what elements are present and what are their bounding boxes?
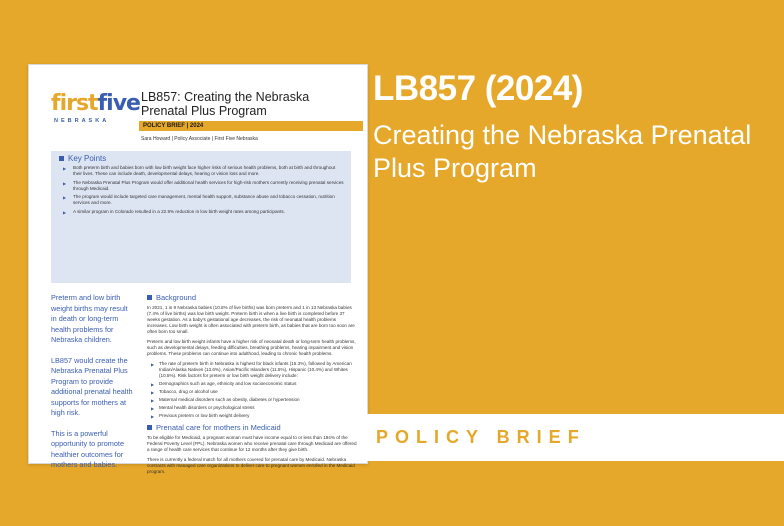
document-title: LB857: Creating the Nebraska Prenatal Plus Program [141,90,310,118]
policy-brief-thumbnail [28,64,368,474]
bullet-triangle-icon: ▶ [63,180,67,186]
author-line: Sara Howard | Policy Associate | First Five Nebraska [141,136,258,142]
list-item: ▶ Previous preterm or low birth weight delivery [151,413,250,419]
bullet-triangle-icon: ▶ [63,209,67,215]
key-points-box [51,151,351,283]
key-points-heading: Key Points [59,154,106,163]
bullet-triangle-icon: ▶ [151,398,155,403]
bullet-triangle-icon: ▶ [151,390,155,395]
list-item: ▶ The Nebraska Prenatal Plus Program would offer additional health services for high-risk mothers currently receiving prenatal services through Medicaid. [63,179,344,191]
sidebar-callout: Preterm and low birth weight births may result in death or long-term health problems for Nebraska children. [51,293,128,344]
list-item: ▶ The program would include targeted care management, mental health support, substance abuse and tobacco cessation, nutrition services and more. [63,194,335,205]
sidebar-callout: LB857 would create the Nebraska Prenatal Plus Program to provide additional prenatal health supports for mothers at high risk. [51,355,133,417]
section-square-icon [59,156,64,161]
paragraph: There is currently a federal match for all mothers covered for prenatal care by Medicaid. Nebraska contracts with managed care organizations to deliver care to pregnant women enrolled in the Medicaid program. [147,457,355,474]
risk-factor-list [147,361,357,419]
bullet-triangle-icon: ▶ [151,414,155,419]
list-item: ▶ Tobacco, drug or alcohol use [151,389,218,395]
list-item: ▶ Demographics such as age, ethnicity and low socioeconomic status [151,381,297,387]
bullet-triangle-icon: ▶ [151,362,155,367]
bullet-triangle-icon: ▶ [63,166,67,171]
background-heading: Background [147,293,357,302]
list-item: ▶ Maternal medical disorders such as obesity, diabetes or hypertension [151,397,300,403]
section-square-icon [147,295,152,300]
policy-brief-label: POLICY BRIEF | 2024 [139,121,363,131]
cover-headline: LB857 (2024) [373,69,583,108]
bullet-triangle-icon: ▶ [151,406,155,411]
list-item: ▶ The rate of preterm birth in Nebraska is highest for black infants (15.3%), followed by American Indian/Alaska Natives (13.6%), Asian/Pacific Islanders (11.5%), Hispanic (10.4%) and Whites (10.5%). Risk factors for preterm or low birth weight delivery include: [151,361,352,378]
paragraph: In 2021, 1 in 9 Nebraska babies (10.8% of live births) was born preterm and 1 in 13 Nebraska babies (7.4% of live births) was low birth weight. Preterm birth is when a live birth is completed before 37 weeks gestation. As a baby's gestational age decreases, the risk of neonatal health problems increases. Low birth weight is often associated with preterm birth, as babies that are born too soon are often born too small. [147,305,355,334]
paragraph: Preterm and low birth weight infants have a higher risk of neonatal death or long-term health problems, such as developmental delays, feeding difficulties, breathing problems, hearing impairment and vision problems. These problems can continue into adulthood, leading to chronic health problems. [147,339,356,356]
bullet-triangle-icon: ▶ [151,382,155,387]
first-five-nebraska-logo: firstfive NEBRASKA [51,91,140,124]
list-item: ▶ A similar program in Colorado resulted in a 22.9% reduction in low birth weight rates among participants. [63,208,285,215]
sidebar-callout: This is a powerful opportunity to promote healthier outcomes for mothers and babies. [51,428,125,469]
policy-brief-banner: POLICY BRIEF [364,414,784,461]
bullet-triangle-icon: ▶ [63,195,67,200]
cover-subheadline: Creating the Nebraska Prenatal Plus Program [373,120,752,183]
medicaid-heading: Prenatal care for mothers in Medicaid [147,423,357,432]
list-item: ▶ Mental health disorders or psychological stress [151,405,255,411]
sidebar-callouts [51,293,133,481]
body-column [147,291,357,479]
list-item: ▶ Both preterm birth and babies born with low birth weight face higher risks of serious health problems, both at birth and throughout their lives. These can include death, developmental delays, hearing or vision loss and more. [63,165,336,176]
key-points-list [63,165,345,217]
section-square-icon [147,425,152,430]
paragraph: To be eligible for Medicaid, a pregnant woman must have income equal to or less than 194% of the Federal Poverty Level (FPL). Nebraska women who receive prenatal care through Medicaid are offered a range of health care services that continue for 12 months after they give birth. [147,435,357,452]
